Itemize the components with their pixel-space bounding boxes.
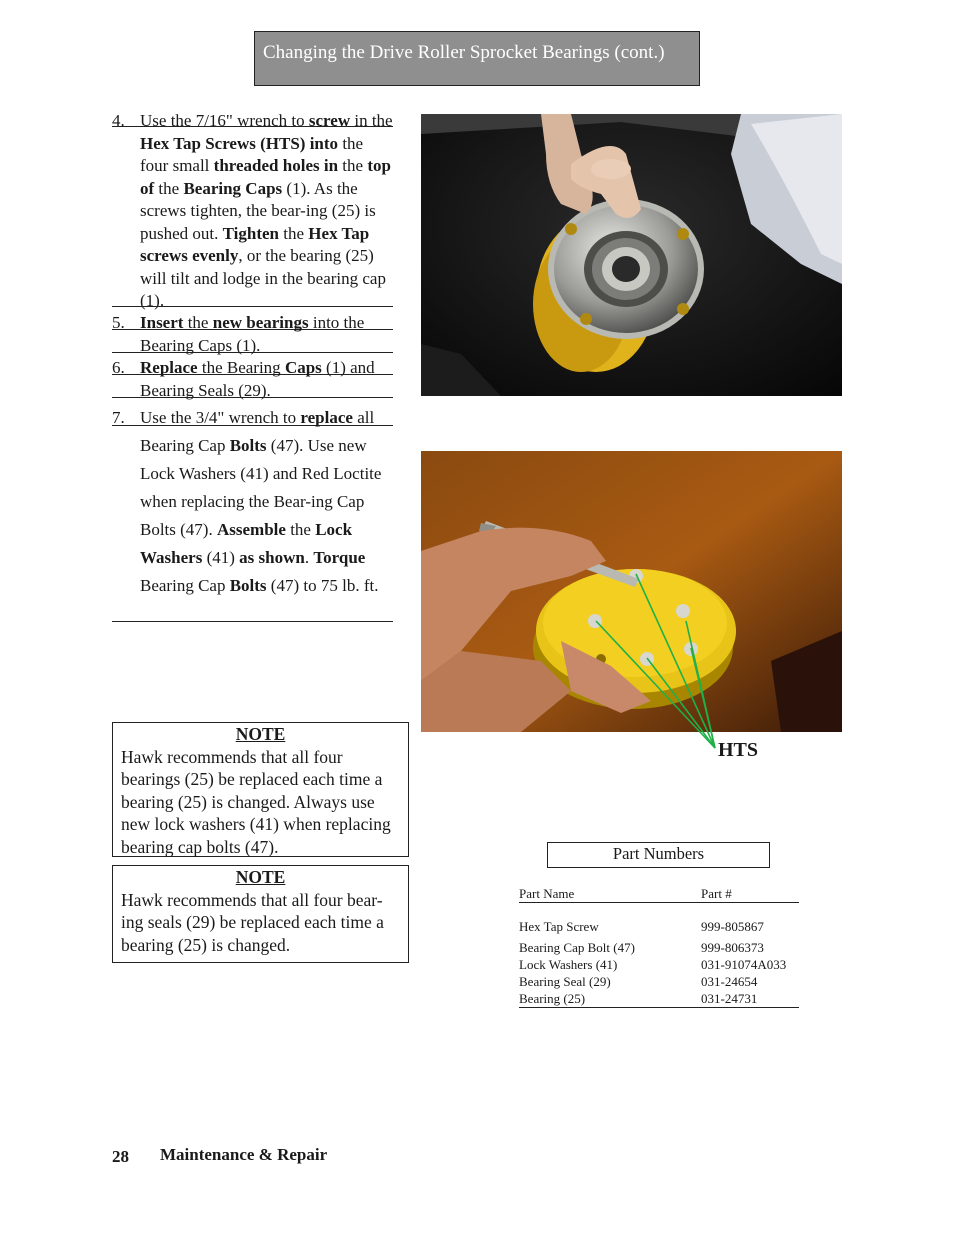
part-name: Bearing Cap Bolt (47): [519, 940, 635, 955]
step-text-run: the four small: [140, 133, 364, 175]
step-text-run: , or the bearing (25) will tilt and lodge in the bearing cap (1).: [140, 246, 386, 310]
part-name: Bearing Seal (29): [519, 974, 611, 989]
step-text-bold: Caps: [284, 358, 322, 377]
step-text-bold: Bearing Caps: [183, 178, 283, 198]
step-text-bold: Insert: [140, 313, 184, 332]
page-number: 28: [112, 1147, 129, 1166]
step-rule: [112, 621, 393, 622]
note-box-seals: [112, 865, 409, 963]
step-text: [140, 312, 393, 357]
note-title: NOTE: [235, 867, 286, 887]
part-number: 031-24731: [701, 991, 758, 1006]
part-name: Hex Tap Screw: [519, 919, 599, 934]
hts-label: HTS: [718, 739, 759, 761]
step-text-bold: Tighten: [222, 223, 280, 243]
step-text-run: Use the 3/4" wrench to: [140, 408, 301, 427]
step-text-run: the: [279, 223, 309, 243]
step-text-run: the: [285, 520, 316, 539]
table-row: [519, 990, 799, 1008]
step-text-bold: Hex Tap Screws (HTS) into: [140, 133, 339, 153]
table-row: [519, 973, 799, 990]
step-text-bold: Bolts: [229, 576, 267, 595]
hts-callout-leaders: [580, 560, 720, 760]
step-text-run: (1). As the screws tighten, the bear-ing (25) is pushed out.: [140, 178, 376, 243]
step-text-bold: Assemble: [216, 520, 286, 539]
step-text-bold: Hex Tap screws evenly: [140, 223, 370, 265]
step-4: [112, 110, 393, 313]
step-text-bold: threaded holes in: [213, 156, 339, 175]
table-row: [519, 939, 799, 956]
photo-bearing-cap-illustration: [421, 114, 842, 396]
step-rule: [112, 306, 393, 307]
step-text-run: .: [304, 548, 314, 567]
step-text-run: into the Bearing Caps (1).: [140, 313, 365, 355]
parts-table: [519, 918, 799, 1008]
step-rule: [112, 397, 393, 398]
table-row: [519, 918, 799, 935]
step-number: 6.: [112, 358, 125, 377]
note-text: Hawk recommends that all four bear-ing seals (29) be replaced each time a bearing (25) is changed.: [121, 889, 384, 955]
step-text-run: the: [154, 178, 184, 198]
step-text-bold: new bearings: [212, 313, 309, 332]
step-text-run: all Bearing Cap: [140, 408, 375, 455]
step-text-bold: screw: [308, 111, 351, 130]
part-name: Lock Washers (41): [519, 957, 618, 972]
step-text-run: the: [183, 313, 213, 332]
step-text: [140, 110, 393, 313]
step-5: [112, 312, 393, 357]
table-row: [519, 956, 799, 973]
step-number: 4.: [112, 111, 125, 130]
step-text-bold: top of: [140, 156, 391, 198]
step-text-bold: Torque: [313, 548, 366, 567]
step-rule: [112, 352, 393, 353]
part-number: 031-91074A033: [701, 957, 787, 972]
step-number: 7.: [112, 408, 125, 427]
note-title: NOTE: [235, 724, 286, 744]
note-text: Hawk recommends that all four bearings (25) be replaced each time a bearing (25) is changed. Always use new lock washers (41) when replacing bearing cap bolts (47).: [121, 746, 391, 857]
part-name: Bearing (25): [519, 991, 586, 1006]
step-text-bold: replace: [300, 408, 353, 427]
parts-table-header: [519, 885, 799, 903]
parts-title: Part Numbers: [547, 842, 770, 868]
step-text-bold: as shown: [239, 548, 305, 567]
step-6: [112, 357, 393, 402]
step-text-run: (1) and Bearing Seals (29).: [140, 358, 375, 400]
step-text: [140, 357, 393, 402]
page-title-box: [254, 31, 700, 86]
step-text: [140, 404, 393, 600]
col-header-part-num: Part #: [701, 886, 732, 901]
page-title: Changing the Drive Roller Sprocket Bearings (cont.): [263, 42, 665, 63]
part-number: 031-24654: [701, 974, 758, 989]
step-text-run: the: [338, 156, 368, 175]
step-text-run: (41): [202, 548, 240, 567]
step-text-run: Bearing Cap: [140, 576, 230, 595]
note-box-bearings: [112, 722, 409, 857]
step-text-run: the Bearing: [197, 358, 285, 377]
step-text-run: Use the 7/16" wrench to: [140, 111, 309, 130]
section-title: Maintenance & Repair: [160, 1145, 328, 1164]
step-text-bold: Replace: [140, 358, 198, 377]
step-7: [112, 404, 393, 600]
step-text-bold: Lock Washers: [140, 520, 353, 567]
step-number: 5.: [112, 313, 125, 332]
part-number: 999-806373: [701, 940, 764, 955]
step-text-run: in the: [350, 111, 393, 130]
step-text-run: (47). Use new Lock Washers (41) and Red Loctite when replacing the Bear-ing Cap Bolts (47).: [140, 436, 382, 539]
step-text-bold: Bolts: [229, 436, 267, 455]
part-number: 999-805867: [701, 919, 764, 934]
step-text-run: (47) to 75 lb. ft.: [266, 576, 379, 595]
photo-bearing-cap-removal: [421, 114, 842, 396]
col-header-part-name: Part Name: [519, 886, 575, 901]
